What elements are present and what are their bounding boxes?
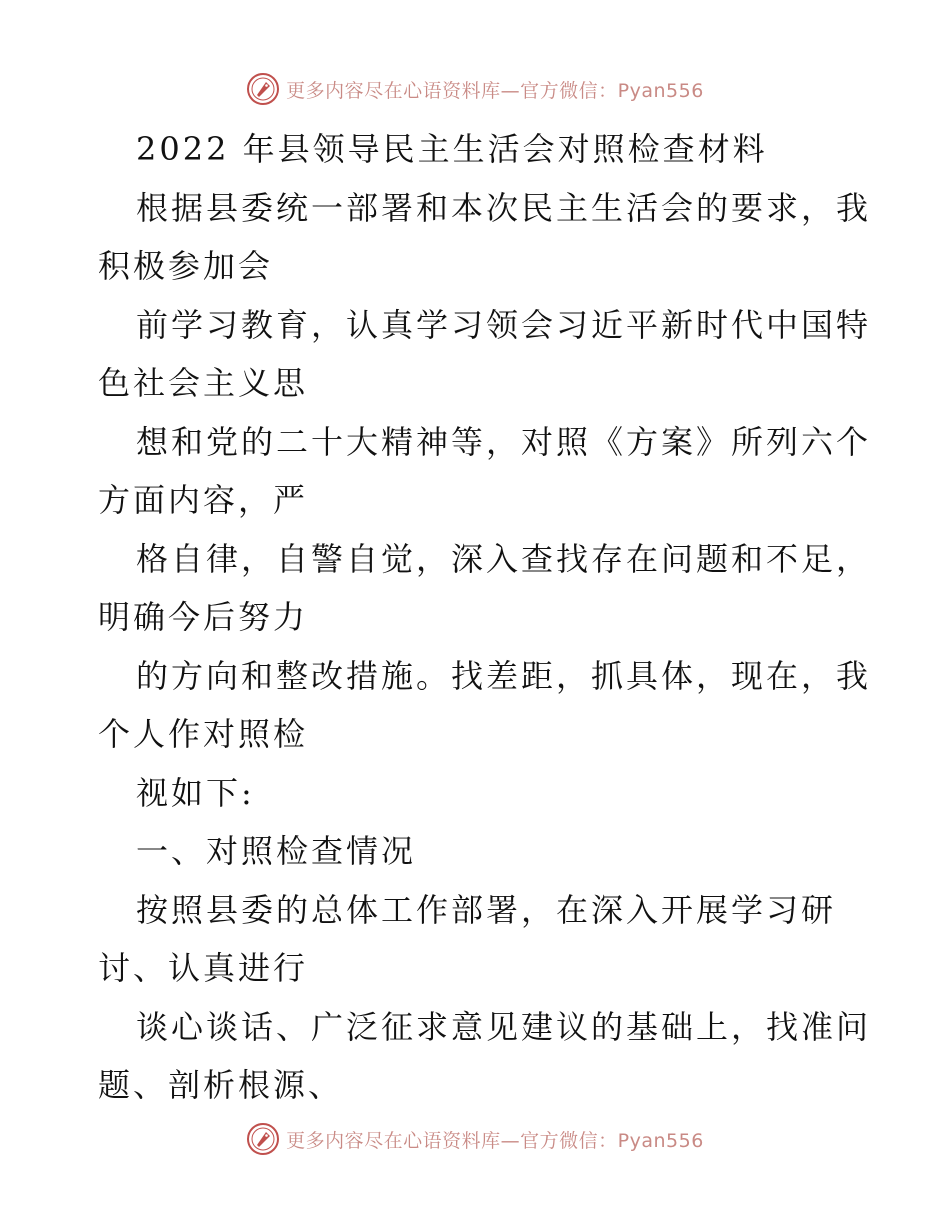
section-heading: 一、对照检查情况 — [136, 832, 417, 870]
paragraph-line: 的方向和整改措施。找差距，抓具体，现在，我 — [136, 656, 872, 695]
paragraph-line: 题、剖析根源、 — [98, 1066, 344, 1104]
watermark-text: 更多内容尽在心语资料库—官方微信：Pyan556 — [286, 1129, 704, 1152]
paragraph-line: 色社会主义思 — [98, 364, 309, 402]
paragraph-line: 个人作对照检 — [98, 715, 309, 753]
paragraph-line: 讨、认真进行 — [98, 949, 309, 987]
paragraph-line: 积极参加会 — [98, 247, 274, 285]
watermark-text: 更多内容尽在心语资料库—官方微信：Pyan556 — [286, 79, 704, 102]
header-watermark-banner — [0, 72, 950, 106]
paragraph-line: 方面内容，严 — [98, 481, 309, 519]
paragraph-line: 明确今后努力 — [98, 598, 309, 636]
paragraph-line: 按照县委的总体工作部署，在深入开展学习研 — [136, 890, 837, 929]
document-body — [98, 120, 872, 1115]
paragraph-line: 谈心谈话、广泛征求意见建议的基础上，找准问 — [136, 1007, 872, 1046]
paragraph-line: 想和党的二十大精神等，对照《方案》所列六个 — [136, 422, 872, 461]
paragraph-line: 前学习教育，认真学习领会习近平新时代中国特 — [136, 305, 872, 344]
paragraph-line: 根据县委统一部署和本次民主生活会的要求，我 — [136, 188, 872, 227]
footer-watermark-banner — [0, 1122, 950, 1156]
paragraph-line: 格自律，自警自觉，深入查找存在问题和不足， — [136, 539, 872, 578]
pen-nib-logo-icon — [246, 72, 280, 106]
document-title: 2022 年县领导民主生活会对照检查材料 — [136, 130, 768, 168]
paragraph-line: 视如下: — [136, 773, 255, 812]
pen-nib-logo-icon — [246, 1122, 280, 1156]
